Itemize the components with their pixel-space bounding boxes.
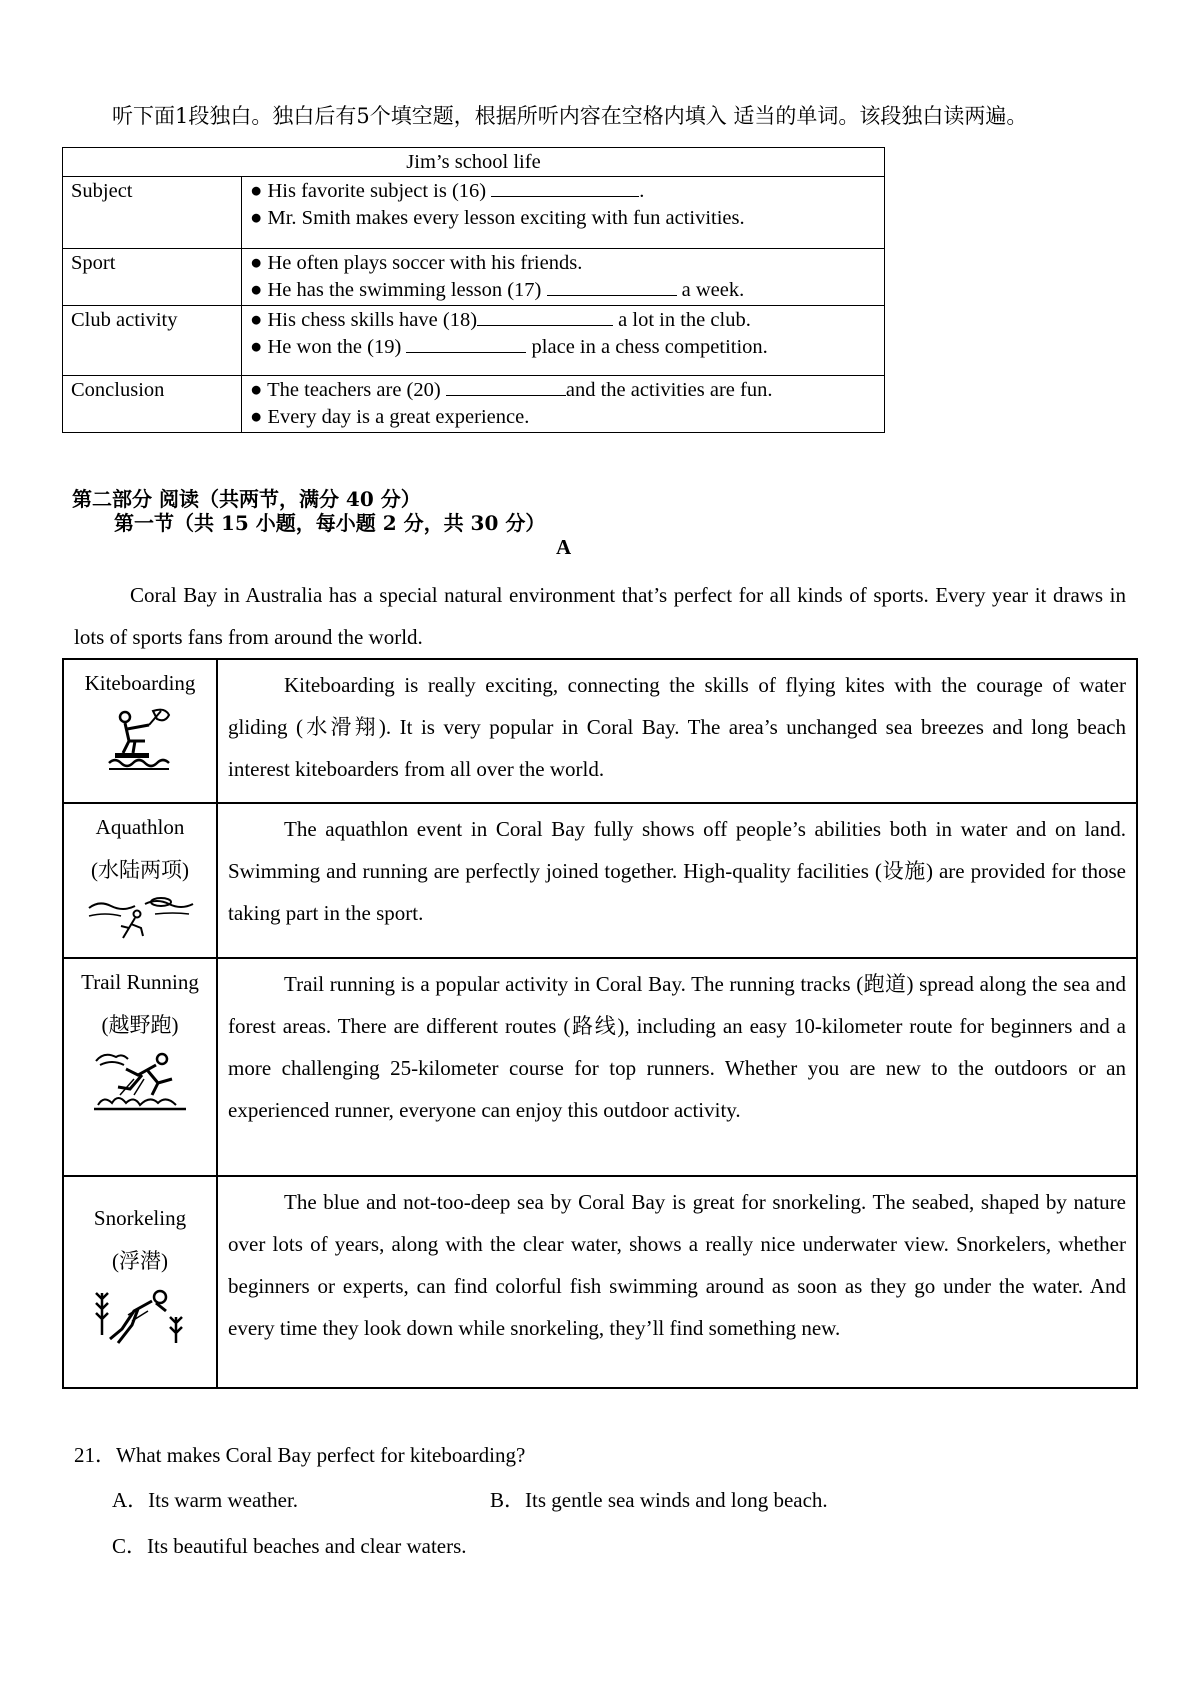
row-label: Conclusion bbox=[63, 376, 242, 433]
trail-running-icon bbox=[90, 1049, 190, 1111]
answer-blank-16[interactable] bbox=[491, 178, 639, 197]
table-row bbox=[63, 306, 885, 376]
answer-blank-19[interactable] bbox=[406, 334, 526, 353]
sports-table bbox=[62, 658, 1138, 1389]
table-title: Jim’s school life bbox=[63, 148, 885, 177]
table-row bbox=[63, 958, 1137, 1176]
sport-name: Aquathlon (水陆两项) bbox=[91, 815, 189, 882]
sport-name: Kiteboarding bbox=[84, 671, 196, 695]
sport-name-cell bbox=[63, 1176, 217, 1388]
passage-intro: Coral Bay in Australia has a special natural environment that’s perfect for all kinds of sports. Every year it draws in lots of sports fans from around the world. bbox=[74, 583, 1126, 649]
listening-instruction: 听下面1段独白。独白后有5个填空题，根据所听内容在空格内填入 适当的单词。该段独白读两遍。 bbox=[112, 104, 1028, 128]
kiteboarding-icon bbox=[105, 707, 175, 773]
option-a[interactable]: A．Its warm weather. bbox=[112, 1488, 299, 1512]
passage-letter: A bbox=[556, 535, 572, 559]
sport-name-cell bbox=[63, 659, 217, 803]
option-c[interactable]: C．Its beautiful beaches and clear waters. bbox=[112, 1534, 467, 1558]
sport-description: The aquathlon event in Coral Bay fully shows off people’s abilities both in water and on land. Swimming and running are perfectly joined together. High-quality facilities (设施) are provided for those taking part in the sport. bbox=[217, 803, 1137, 958]
sport-name: Trail Running (越野跑) bbox=[81, 970, 199, 1037]
row-content: ● His favorite subject is (16) . ● Mr. Smith makes every lesson exciting with fun activities. bbox=[242, 177, 885, 249]
sport-description: Trail running is a popular activity in Coral Bay. The running tracks (跑道) spread along the sea and forest areas. There are different routes (路线), including an easy 10-kilometer route for beginners and a more challenging 25-kilometer course for top runners. Whether you are new to the outdoors or an experienced runner, everyone can enjoy this outdoor activity. bbox=[217, 958, 1137, 1176]
section-title: 第二部分 阅读（共两节，满分 40 分） bbox=[72, 487, 421, 511]
row-label: Subject bbox=[63, 177, 242, 249]
subsection-title: 第一节（共 15 小题，每小题 2 分，共 30 分） bbox=[114, 511, 546, 535]
sport-name: Snorkeling (浮潜) bbox=[93, 1206, 187, 1273]
table-row bbox=[63, 659, 1137, 803]
question-stem: 21．What makes Coral Bay perfect for kiteboarding? bbox=[74, 1443, 526, 1467]
row-content: ● His chess skills have (18) a lot in the club. ● He won the (19) place in a chess competition. bbox=[242, 306, 885, 376]
sport-name-cell bbox=[63, 803, 217, 958]
table-row bbox=[63, 376, 885, 433]
snorkeling-icon bbox=[92, 1285, 188, 1347]
row-content: ● The teachers are (20) and the activities are fun. ● Every day is a great experience. bbox=[242, 376, 885, 433]
option-b[interactable]: B．Its gentle sea winds and long beach. bbox=[490, 1488, 828, 1512]
sport-description: Kiteboarding is really exciting, connecting the skills of flying kites with the courage of water gliding (水滑翔). It is very popular in Coral Bay. The area’s unchanged sea breezes and long beach interest kiteboarders from all over the world. bbox=[217, 659, 1137, 803]
table-row bbox=[63, 177, 885, 249]
answer-blank-18[interactable] bbox=[477, 307, 613, 326]
table-row bbox=[63, 803, 1137, 958]
answer-blank-20[interactable] bbox=[446, 377, 566, 396]
table-row bbox=[63, 1176, 1137, 1388]
sport-name-cell bbox=[63, 958, 217, 1176]
table-row bbox=[63, 249, 885, 306]
row-content: ● He often plays soccer with his friends. ● He has the swimming lesson (17) a week. bbox=[242, 249, 885, 306]
row-label: Sport bbox=[63, 249, 242, 306]
answer-blank-17[interactable] bbox=[547, 277, 677, 296]
row-label: Club activity bbox=[63, 306, 242, 376]
aquathlon-icon bbox=[85, 894, 195, 940]
jim-school-life-table bbox=[62, 147, 885, 433]
sport-description: The blue and not-too-deep sea by Coral Bay is great for snorkeling. The seabed, shaped by nature over lots of years, along with the clear water, shows a really nice underwater view. Snorkelers, whether beginners or experts, can find colorful fish swimming around as soon as they go under the water. And every time they look down while snorkeling, they’ll find something new. bbox=[217, 1176, 1137, 1388]
